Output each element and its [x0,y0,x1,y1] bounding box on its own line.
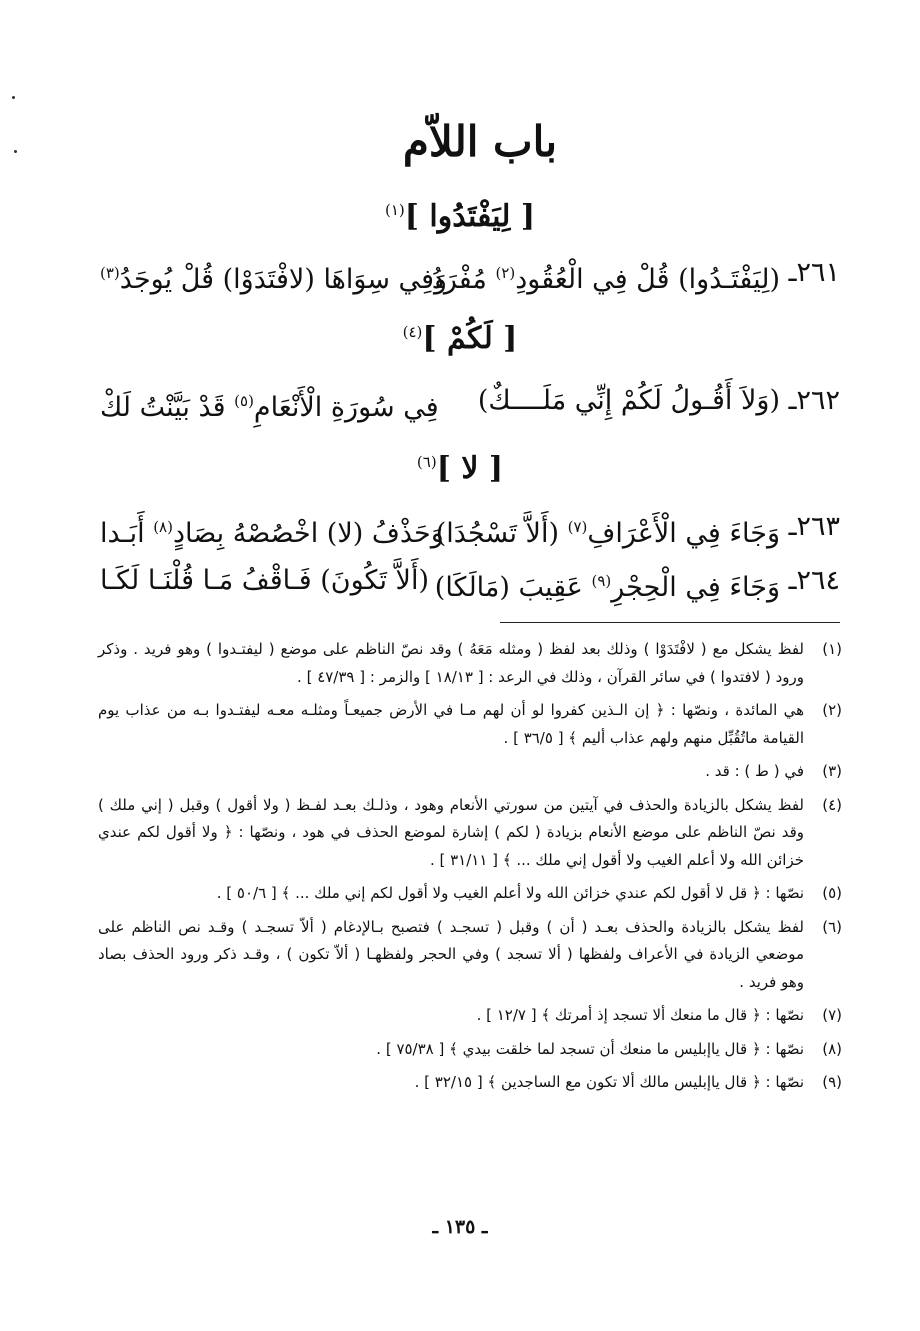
footnote-text: لفظ يشكل بالزيادة والحذف بعـد ( أن ) وقبل ( تسجـد ) فتصبح بـالإدغام ( ألاّ تسجـد ) وقـد نص الناظم على موضعي الزيادة في الأعراف ولفظها ( ألا تسجد ) وفي الحجر ولفظهـا ( ألاّ تكون ) ، وقـد ذكر ورود الحذف بصاد وهو فريد . [98,917,804,991]
footnote-text: لفظ يشكل مع ( لافْتَدَوْا ) وذلك بعد لفظ ( ومثله مَعَهُ ) وقد نصّ الناظم على موضع ( ليفتـدوا ) وهو فريد . وذكر ورود ( لافتدوا ) في سائر القرآن ، وذلك في الرعد : [ ١٨/١٣ ] والزمر : [ ٤٧/٣٩ ] . [98,640,804,686]
footnote-text: نصّها : ﴿ قال ياإبليس ما منعك أن تسجد لما خلقت بيدي ﴾ [ ٧٥/٣٨ ] . [376,1039,804,1058]
section-heading-la [0,440,920,491]
footnote-item [98,636,842,691]
hemistich-text-end: عَقِيبَ (مَالَكَا) [434,572,592,603]
verse-hemistich-first [432,248,780,305]
verse-hemistich-second [100,248,447,305]
footnote-text: نصّها : ﴿ قل لا أقول لكم عندي خزائن الله ولا أعلم الغيب ولا أقول لكم إني ملك ... ﴾ [ ٥٠/٦ ] . [216,884,804,902]
hemistich-text-end: أَبَـدا [100,518,154,549]
verse-hemistich-first [436,502,780,559]
footnote-ref: (٢) [495,264,516,282]
footnote-number: (٦) [822,917,842,936]
footnote-ref: (٣) [100,264,120,282]
verse-hemistich-second [100,376,439,433]
footnote-number: (٤) [822,795,842,814]
footnote-text: نصّها : ﴿ قال ما منعك ألا تسجد إذ أمرتك ﴾ [ ١٢/٧ ] . [476,1006,804,1024]
footnote-number: (٢) [822,701,842,719]
footnote-ref: (٩) [591,572,612,590]
footnote-number: (١) [822,640,842,658]
hemistich-text: (لِيَفْتَـدُوا) قُلْ فِي الْعُقُودِ [515,264,780,295]
footnote-ref: (٨) [153,518,173,536]
footnote-ref: (٧) [567,518,588,536]
verse-hemistich-first [478,376,780,426]
footnotes [98,636,842,1103]
hemistich-text: وَجَاءَ فِي الْحِجْرِ [611,572,780,603]
verse-hemistich-second [100,502,444,559]
chapter-title: باب اللاّم [402,117,558,166]
footnote-item [98,1069,842,1097]
section-heading-lakum [0,310,920,361]
verse-number: ٢٦٣ـ [788,511,840,542]
footnote-item [98,792,842,875]
footnote-item [98,1036,842,1064]
footnote-number: (٧) [822,1006,842,1024]
verse-262 [100,376,840,426]
footnote-item [98,914,842,997]
hemistich-text: فِي سُورَةِ الْأَنْعَامِ [253,392,439,423]
footnote-number: (٨) [822,1039,842,1058]
verse-hemistich-second [100,556,429,606]
section-heading-text: [ لا ] [436,451,504,486]
section-heading-text: [ لَكُمْ ] [422,321,518,356]
footnote-text: لفظ يشكل بالزيادة والحذف في آيتين من سورتي الأنعام وهود ، وذلـك بعـد لفـظ ( ولا أقول ) وقبل ( إني ملك ) وقد نصّ الناظم على موضع الأنعام بزيادة ( لكم ) إشارة لموضع الحذف في هود ، ونصّها : ﴿ ولا أقول لكم عندي خزائن الله ولا أعلم الغيب ولا أقول إني ملك ... ﴾ [ ٣١/١١ ] . [98,795,804,869]
footnote-ref: (٥) [234,392,254,410]
hemistich-text: وَفِي سِوَاهَا (لافْتَدَوْا) قُلْ يُوجَدُ [119,264,448,295]
footnote-text: نصّها : ﴿ قال ياإبليس مالك ألا تكون مع الساجدين ﴾ [ ٣٢/١٥ ] . [414,1073,804,1091]
footnote-item [98,880,842,908]
verse-number: ٢٦٢ـ [788,385,840,416]
footnote-ref: (٤) [402,323,423,341]
verse-264 [100,556,840,606]
footnote-item [98,758,842,786]
hemistich-text-end: قَدْ بَيَّنْتُ لَكْ [100,392,235,423]
verse-number: ٢٦٤ـ [788,565,840,596]
page-number: ـ ١٣٥ ـ [432,1216,488,1238]
footnote-ref: (١) [384,201,405,219]
hemistich-text: وَحَذْفُ (لا) اخْصُصْهُ بِصَادٍ [172,518,444,549]
footnote-item [98,1002,842,1030]
footnote-ref: (٦) [416,453,437,471]
verse-263 [100,502,840,552]
scan-speck [12,96,15,99]
hemistich-text: (أَلاَّ تَكُونَ) فَـاقْفُ مَـا قُلْنَـا لَكَـا [100,565,429,596]
footnote-number: (٣) [822,762,842,780]
footnote-number: (٥) [822,884,842,902]
verse-number: ٢٦١ـ [788,257,840,288]
hemistich-text: وَجَاءَ فِي الْأَعْرَافِ [587,518,780,549]
hemistich-text-end: (أَلاَّ تَسْجُدَا) [435,518,568,549]
hemistich-text-end: مُفْرَدُ [431,264,496,295]
footnote-number: (٩) [822,1073,842,1091]
section-heading-text: [ لِيَفْتَدُوا ] [404,199,536,234]
section-heading-liyaftadu [0,188,920,239]
footnote-text: في ( ط ) : قد . [705,762,804,780]
verse-hemistich-first [435,556,780,613]
hemistich-text: (وَلاَ أَقُـولُ لَكُمْ إِنِّي مَلَــــكٌ) [477,385,780,416]
footnote-divider [500,622,840,623]
verse-261 [100,248,840,298]
footnote-item [98,697,842,752]
footnote-text: هي المائدة ، ونصّها : ﴿ إن الـذين كفروا لو أن لهم مـا في الأرض جميعـاً ومثلـه معـه ليفتـدوا بـه من عذاب يوم القيامة ماتُقُبِّل منهم ولهم عذاب أليم ﴾ [ ٣٦/٥ ] . [98,701,804,747]
